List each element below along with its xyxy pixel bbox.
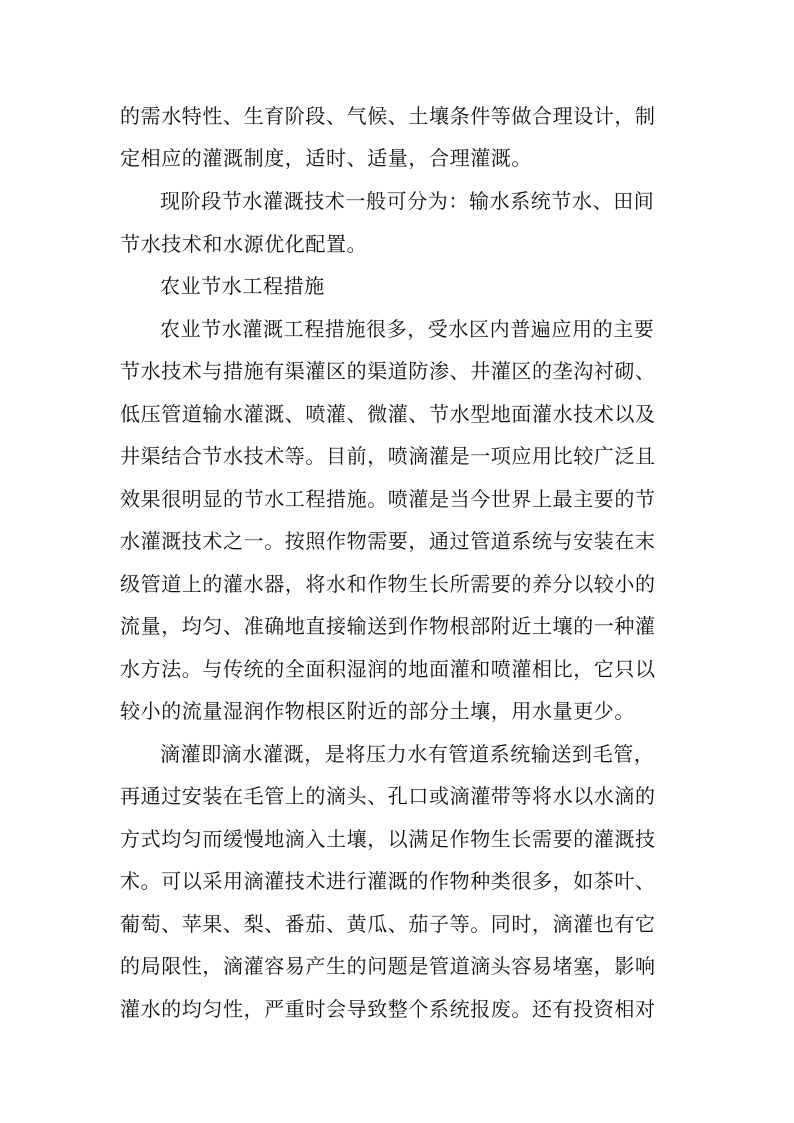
paragraph-first-line: 滴灌即滴水灌溉，是将压力水有管道系统输送到毛管，: [160, 742, 655, 766]
text-line: 的需水特性、生育阶段、气候、土壤条件等做合理设计，制: [120, 104, 656, 128]
paragraph-first-line: 农业节水灌溉工程措施很多，受水区内普遍应用的主要: [160, 317, 655, 341]
text-line: 较小的流量湿润作物根区附近的部分土壤，用水量更少。: [120, 699, 635, 723]
text-line: 的局限性，滴灌容易产生的问题是管道滴头容易堵塞，影响: [120, 954, 656, 978]
text-line: 再通过安装在毛管上的滴头、孔口或滴灌带等将水以水滴的: [120, 784, 656, 808]
text-line: 节水技术和水源优化配置。: [120, 232, 368, 256]
text-line: 葡萄、苹果、梨、番茄、黄瓜、茄子等。同时，滴灌也有它: [120, 912, 656, 936]
section-heading: 农业节水工程措施: [160, 274, 325, 298]
text-line: 流量，均匀、准确地直接输送到作物根部附近土壤的一种灌: [120, 614, 656, 638]
text-line: 井渠结合节水技术等。目前，喷滴灌是一项应用比较广泛且: [120, 444, 656, 468]
text-line: 术。可以采用滴灌技术进行灌溉的作物种类很多，如茶叶、: [120, 869, 656, 893]
text-line: 灌水的均匀性，严重时会导致整个系统报废。还有投资相对: [120, 997, 656, 1021]
text-line: 效果很明显的节水工程措施。喷灌是当今世界上最主要的节: [120, 487, 656, 511]
text-line: 级管道上的灌水器，将水和作物生长所需要的养分以较小的: [120, 572, 656, 596]
text-line: 水灌溉技术之一。按照作物需要，通过管道系统与安装在末: [120, 529, 656, 553]
text-line: 方式均匀而缓慢地滴入土壤，以满足作物生长需要的灌溉技: [120, 827, 656, 851]
text-line: 定相应的灌溉制度，适时、适量，合理灌溉。: [120, 146, 532, 170]
paragraph-first-line: 现阶段节水灌溉技术一般可分为：输水系统节水、田间: [160, 189, 655, 213]
text-line: 节水技术与措施有渠灌区的渠道防渗、井灌区的垄沟衬砌、: [120, 359, 656, 383]
text-line: 低压管道输水灌溉、喷灌、微灌、节水型地面灌水技术以及: [120, 402, 656, 426]
text-line: 水方法。与传统的全面积湿润的地面灌和喷灌相比，它只以: [120, 657, 656, 681]
